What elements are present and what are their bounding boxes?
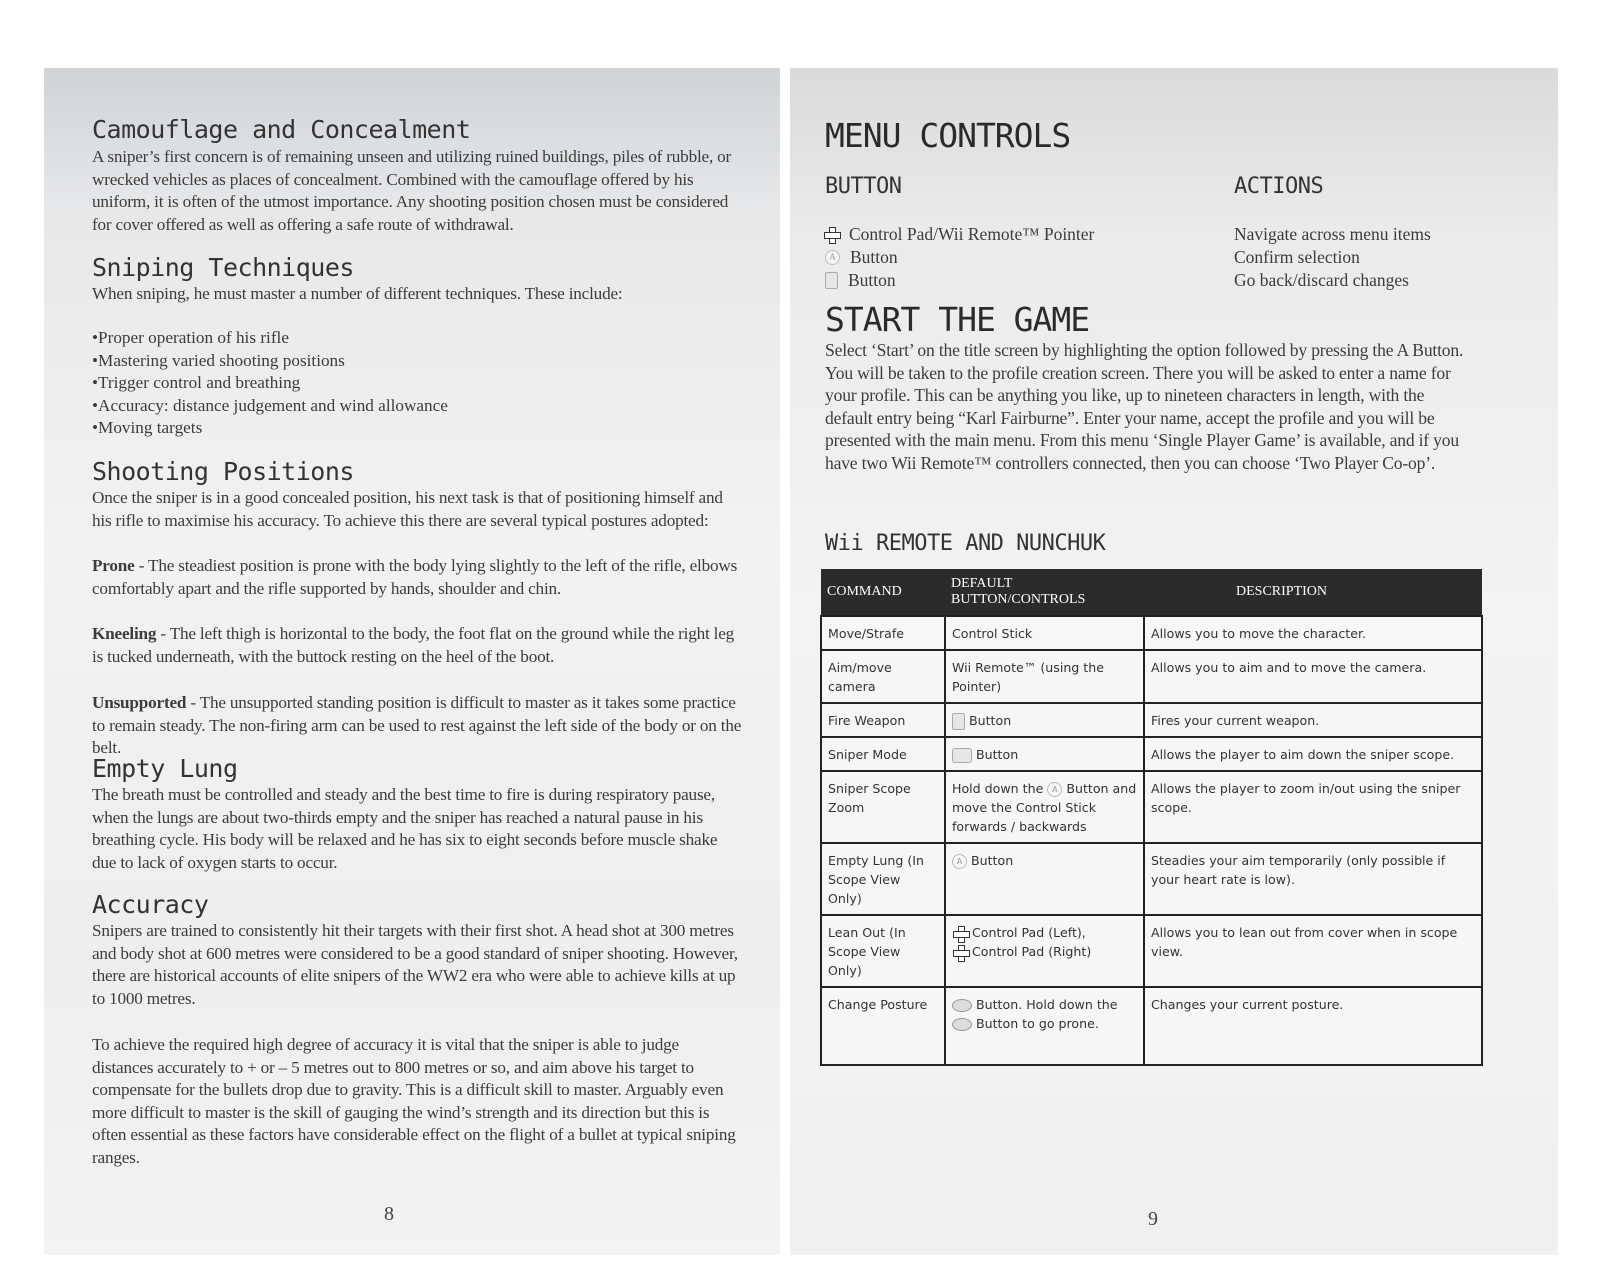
table-row — [821, 650, 1482, 703]
controls-text: Hold down the — [952, 781, 1044, 796]
table-row — [821, 915, 1482, 987]
controls-text: Button. Hold down the — [976, 997, 1118, 1012]
wii-remote-table-title: Wii REMOTE AND NUNCHUK — [825, 531, 1106, 556]
description-cell: Changes your current posture. — [1144, 987, 1482, 1065]
c-button-icon — [952, 999, 972, 1012]
b-button-icon — [952, 713, 965, 730]
page-number: 9 — [1148, 1208, 1158, 1230]
right-page — [790, 68, 1558, 1255]
controls-text: Button — [971, 853, 1014, 868]
command-cell: Aim/move camera — [821, 650, 945, 703]
controls-text: Button — [969, 713, 1012, 728]
heading-empty-lung: Empty Lung — [92, 754, 238, 783]
control-pad-icon — [954, 945, 968, 961]
controls-line — [952, 1014, 1137, 1033]
table-row — [821, 987, 1482, 1065]
start-game-body: Select ‘Start’ on the title screen by highlighting the option followed by pressing the A Button. You will be taken to the profile creation screen. There you will be asked to enter a name for your profile. This can be anything you like, up to nineteen characters in length, with the default entry being “Karl Fairburne”. Enter your name, accept the profile and you will be presented with the main menu. From this menu ‘Single Player Game’ is available, and if you have two Wii Remote™ controllers connected, then you can choose ‘Two Player Co-op’. — [825, 340, 1464, 473]
b-button-icon — [825, 272, 838, 289]
list-item: • Proper operation of his rifle — [92, 327, 448, 350]
command-cell: Change Posture — [821, 987, 945, 1065]
description-cell: Allows you to aim and to move the camera. — [1144, 650, 1482, 703]
button-column-header: BUTTON — [825, 174, 902, 199]
command-header: COMMAND — [821, 569, 945, 616]
posture-prone — [92, 555, 742, 600]
description-cell: Allows you to lean out from cover when in scope view. — [1144, 915, 1482, 987]
list-item: • Mastering varied shooting positions — [92, 350, 448, 373]
controls-text: Button to go prone. — [976, 1016, 1099, 1031]
command-cell: Lean Out (In Scope View Only) — [821, 915, 945, 987]
controls-line — [952, 942, 1137, 961]
heading-accuracy: Accuracy — [92, 890, 209, 919]
list-item: • Accuracy: distance judgement and wind allowance — [92, 395, 448, 418]
controls-cell — [945, 843, 1144, 915]
controls-cell — [945, 703, 1144, 737]
table-row — [821, 843, 1482, 915]
camouflage-body: A sniper’s first concern is of remaining unseen and utilizing ruined buildings, piles of rubble, or wrecked vehicles as places of concealment. Combined with the camouflage offered by his uniform, it is often of the utmost importance. Any shooting position chosen must be considered for cover offered as well as offering a safe route of withdrawal. — [92, 147, 732, 234]
description-cell: Allows you to move the character. — [1144, 616, 1482, 650]
menu-button-label: Button — [848, 270, 896, 290]
posture-unsupported — [92, 692, 742, 760]
controls-text: Control Pad (Right) — [972, 944, 1092, 959]
menu-action: Navigate across menu items — [1234, 224, 1431, 244]
posture-text: - The unsupported standing position is difficult to master as it takes some practice to remain steady. The non-firing arm can be used to rest against the left side of the body or on the belt. — [92, 693, 742, 757]
posture-term: Unsupported — [92, 693, 187, 712]
table-row — [821, 703, 1482, 737]
control-pad-icon — [954, 926, 968, 942]
controls-text: Control Pad (Left), — [972, 925, 1086, 940]
accuracy-body-2: To achieve the required high degree of accuracy it is vital that the sniper is able to judge distances accurately to + or – 5 metres out to 800 metres or so, and aim above his target to compensate for the bullets drop due to gravity. This is a difficult skill to master. Arguably even more difficult to master is the skill of gauging the wind’s strength and its direction but this is often essential as these factors have considerable effect on the flight of a bullet at typical sniping ranges. — [92, 1035, 736, 1167]
controls-line — [952, 923, 1137, 942]
menu-action-list — [1234, 223, 1431, 292]
controls-cell: Wii Remote™ (using the Pointer) — [945, 650, 1144, 703]
table-row — [821, 771, 1482, 843]
menu-row — [825, 246, 1094, 269]
heading-camouflage: Camouflage and Concealment — [92, 115, 471, 144]
table-row — [821, 616, 1482, 650]
c-button-icon — [952, 1018, 972, 1031]
controls-cell — [945, 737, 1144, 771]
command-cell: Empty Lung (In Scope View Only) — [821, 843, 945, 915]
menu-controls-title: MENU CONTROLS — [825, 116, 1071, 155]
command-cell: Fire Weapon — [821, 703, 945, 737]
menu-row — [825, 223, 1094, 246]
list-item: • Trigger control and breathing — [92, 372, 448, 395]
table-row — [821, 737, 1482, 771]
controls-text: Button and move the Control Stick forwards / backwards — [952, 781, 1137, 834]
controls-header: DEFAULT BUTTON/CONTROLS — [945, 569, 1144, 616]
a-button-icon: A — [952, 854, 967, 869]
posture-term: Prone — [92, 556, 135, 575]
controls-cell — [945, 987, 1144, 1065]
menu-button-label: Control Pad/Wii Remote™ Pointer — [849, 224, 1095, 244]
command-cell: Sniper Mode — [821, 737, 945, 771]
controls-line — [952, 995, 1137, 1014]
z-button-icon — [952, 748, 972, 763]
left-page — [44, 68, 780, 1255]
menu-button-list — [825, 223, 1094, 292]
menu-action: Go back/discard changes — [1234, 270, 1409, 290]
list-item: • Moving targets — [92, 417, 448, 440]
table-header-row — [821, 569, 1482, 616]
menu-row — [825, 269, 1094, 292]
controls-text: Button — [976, 747, 1019, 762]
description-cell: Allows the player to aim down the sniper scope. — [1144, 737, 1482, 771]
menu-button-label: Button — [850, 247, 898, 267]
controls-cell — [945, 771, 1144, 843]
sniping-techniques-body: When sniping, he must master a number of different techniques. These include: — [92, 284, 623, 303]
command-cell: Sniper Scope Zoom — [821, 771, 945, 843]
shooting-positions-body: Once the sniper is in a good concealed position, his next task is that of positioning himself and his rifle to maximise his accuracy. To achieve this there are several typical postures adopted: — [92, 488, 723, 530]
posture-text: - The left thigh is horizontal to the body, the foot flat on the ground while the right leg is tucked underneath, with the buttock resting on the heel of the boot. — [92, 624, 735, 666]
posture-text: - The steadiest position is prone with the body lying slightly to the left of the rifle, elbows comfortably apart and the rifle supported by hands, shoulder and chin. — [92, 556, 738, 598]
technique-list — [92, 327, 448, 440]
a-button-icon: A — [825, 250, 840, 265]
description-cell: Fires your current weapon. — [1144, 703, 1482, 737]
command-cell: Move/Strafe — [821, 616, 945, 650]
actions-column-header: ACTIONS — [1234, 174, 1324, 199]
description-cell: Steadies your aim temporarily (only possible if your heart rate is low). — [1144, 843, 1482, 915]
description-header: DESCRIPTION — [1144, 569, 1482, 616]
control-pad-icon — [825, 227, 839, 243]
heading-sniping-techniques: Sniping Techniques — [92, 253, 354, 282]
page-number: 8 — [384, 1203, 394, 1225]
description-cell: Allows the player to zoom in/out using the sniper scope. — [1144, 771, 1482, 843]
posture-term: Kneeling — [92, 624, 157, 643]
a-button-icon: A — [1047, 782, 1062, 797]
empty-lung-body: The breath must be controlled and steady and the best time to fire is during respiratory pause, when the lungs are about two-thirds empty and the sniper has reached a natural pause in his breathing cycle. His body will be relaxed and he has six to eight seconds before muscle shake due to lack of oxygen starts to occur. — [92, 785, 718, 872]
start-game-title: START THE GAME — [825, 300, 1090, 339]
controls-cell: Control Stick — [945, 616, 1144, 650]
accuracy-body: Snipers are trained to consistently hit their targets with their first shot. A head shot at 300 metres and body shot at 600 metres were considered to be a good standard of sniper shooting. However, there are historical accounts of elite snipers of the WW2 era who were able to achieve kills at up to 1000 metres. — [92, 921, 738, 1008]
controls-cell — [945, 915, 1144, 987]
controls-table — [820, 569, 1483, 1066]
heading-shooting-positions: Shooting Positions — [92, 457, 354, 486]
posture-kneeling — [92, 623, 742, 668]
menu-action: Confirm selection — [1234, 247, 1360, 267]
